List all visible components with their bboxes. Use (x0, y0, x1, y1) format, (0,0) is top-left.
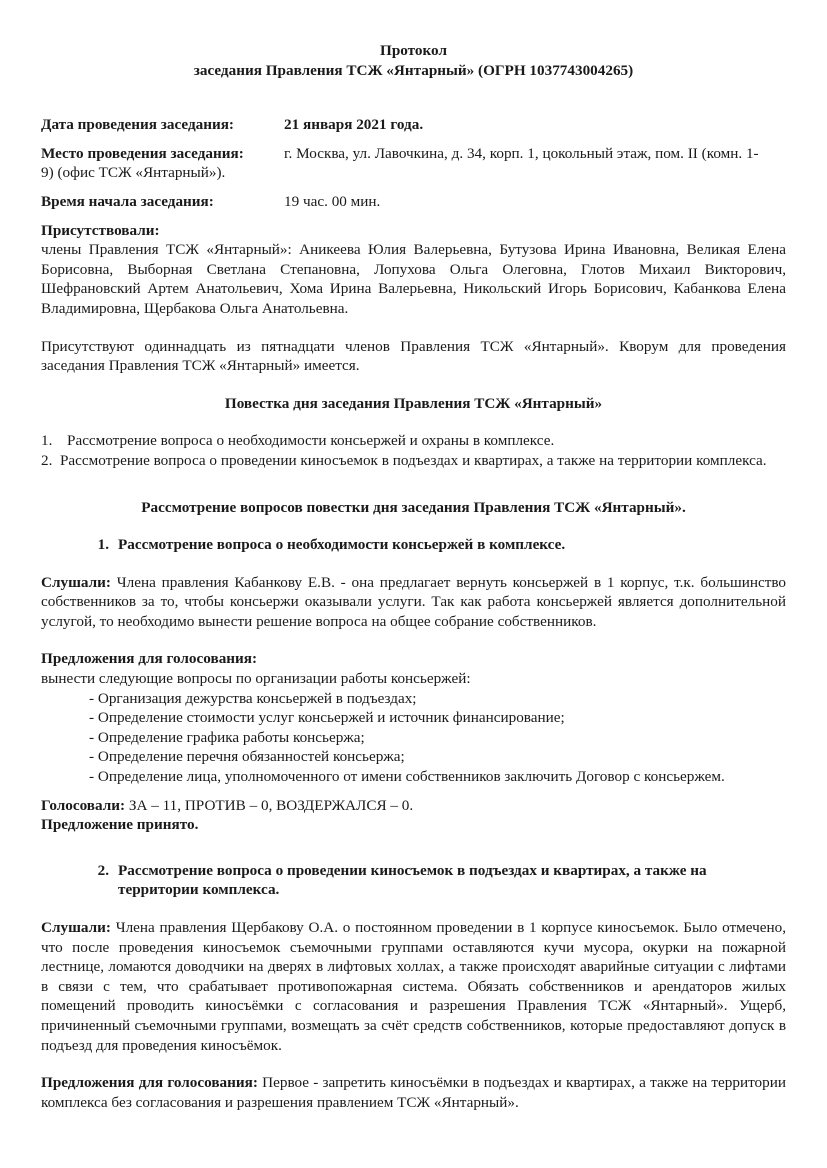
agenda-item-text: Рассмотрение вопроса о необходимости консьержей и охраны в комплексе. (67, 432, 555, 450)
section-1-heard (41, 573, 786, 632)
attendees-list: члены Правления ТСЖ «Янтарный»: Аникеева Юлия Валерьевна, Бутузова Ирина Ивановна, Великая Елена Борисовна, Выборная Светлана Степановна, Лопухова Ольга Олеговна, Глотов Михаил Викторович, Шефрановский Артем Анатольевич, Хома Ирина Валерьевна, Никольский Игорь Борисович, Кабанкова Елена Владимировна, Щербакова Ольга Анатольевна. (41, 241, 786, 317)
section-2-proposals (41, 1073, 786, 1112)
meeting-place-row (41, 144, 786, 164)
attendees-label: Присутствовали: (41, 221, 160, 239)
meeting-time-row (41, 192, 786, 212)
section-1-number: 1. (97, 536, 109, 554)
meeting-date-value: 21 января 2021 года. (284, 116, 424, 134)
section-1-result: Предложение принято. (41, 816, 199, 834)
heard-text: Члена правления Кабанкову Е.В. - она предлагает вернуть консьержей в 1 корпус, т.к. большинство собственников за то, чтобы консьержи оказывали услуги. Так как работа консьержей является дополнительной услугой, то необходимо вынести решение вопроса на общее собрание собственников. (41, 573, 786, 630)
heard-text: Члена правления Щербакову О.А. о постоянном проведении в 1 корпусе киносъемок. Было отмечено, что после проведения киносъемок съемочными группами оставляются кучи мусора, окурки на пожарной лестнице, ломаются доводчики на дверях в лифтовых холлах, а также происходят аварийные ситуации с лифтами в связи с тем, что срабатывает противопожарная система. Обязать собственников и арендаторов жилых помещений проводить киносъёмки с согласования и разрешения Правления ТСЖ «Янтарный». Ущерб, причиненный съемочными группами, возмещать за счёт средств собственников, которые предоставляют допуск в подъезд для проведения киносъёмок. (41, 919, 786, 1054)
quorum-statement: Присутствуют одиннадцать из пятнадцати членов Правления ТСЖ «Янтарный». Кворум для проведения заседания Правления ТСЖ «Янтарный» имеется. (41, 337, 786, 375)
meeting-place-continuation: 9) (офис ТСЖ «Янтарный»). (41, 164, 226, 182)
proposal-item: - Определение стоимости услуг консьержей и источник финансирование; (89, 709, 565, 727)
section-1-proposals-label: Предложения для голосования: (41, 650, 258, 668)
section-2-heading (41, 861, 786, 900)
document-title: Протокол (380, 42, 447, 59)
voted-label: Голосовали: (41, 796, 126, 814)
proposal-item: - Определение графика работы консьержа; (89, 728, 365, 746)
section-2-title: Рассмотрение вопроса о проведении киносъемок в подъездах и квартирах, а также на территории комплекса. (118, 861, 707, 899)
section-2-number: 2. (97, 861, 109, 879)
section-1-proposals-intro: вынести следующие вопросы по организации работы консьержей: (41, 670, 471, 688)
document-body (41, 41, 786, 1112)
agenda-item (41, 451, 786, 471)
agenda-title: Повестка дня заседания Правления ТСЖ «Янтарный» (224, 394, 603, 412)
meeting-time-label: Время начала заседания: (41, 192, 214, 210)
meeting-place-label: Место проведения заседания: (41, 144, 244, 162)
heard-label: Слушали: (41, 573, 111, 591)
proposals-text: Первое - запретить киносъёмки в подъездах и квартирах, а также на территории комплекса без согласования и разрешения правлением ТСЖ «Янтарный». (41, 1074, 786, 1111)
meeting-date-label: Дата проведения заседания: (41, 116, 234, 134)
meeting-date-row (41, 115, 786, 135)
proposal-item: - Определение перечня обязанностей консьержа; (89, 748, 405, 766)
agenda-item-number: 1. (41, 432, 53, 450)
section-1-title: Рассмотрение вопроса о необходимости консьержей в комплексе. (118, 536, 566, 554)
proposal-item: - Определение лица, уполномоченного от имени собственников заключить Договор с консьержем. (89, 768, 725, 786)
proposals-label: Предложения для голосования: (41, 1074, 258, 1092)
agenda-item-text: Рассмотрение вопроса о проведении киносъемок в подъездах и квартирах, а также на территории комплекса. (59, 451, 767, 469)
document-subtitle: заседания Правления ТСЖ «Янтарный» (ОГРН 1037743004265) (193, 61, 634, 79)
review-title: Рассмотрение вопросов повестки дня заседания Правления ТСЖ «Янтарный». (141, 498, 686, 516)
meeting-place-value: г. Москва, ул. Лавочкина, д. 34, корп. 1, цокольный этаж, пом. II (комн. 1- (284, 144, 759, 162)
proposal-item: - Организация дежурства консьержей в подъездах; (89, 689, 417, 707)
agenda-item (41, 431, 786, 451)
section-2-heard (41, 918, 786, 1055)
section-1-heading (41, 535, 786, 555)
heard-label: Слушали: (41, 919, 111, 936)
voted-text: ЗА – 11, ПРОТИВ – 0, ВОЗДЕРЖАЛСЯ – 0. (125, 796, 414, 814)
section-1-proposals-list (41, 689, 786, 767)
section-1-vote (41, 796, 786, 816)
meeting-time-value: 19 час. 00 мин. (284, 192, 381, 210)
agenda-item-number: 2. (41, 451, 53, 469)
